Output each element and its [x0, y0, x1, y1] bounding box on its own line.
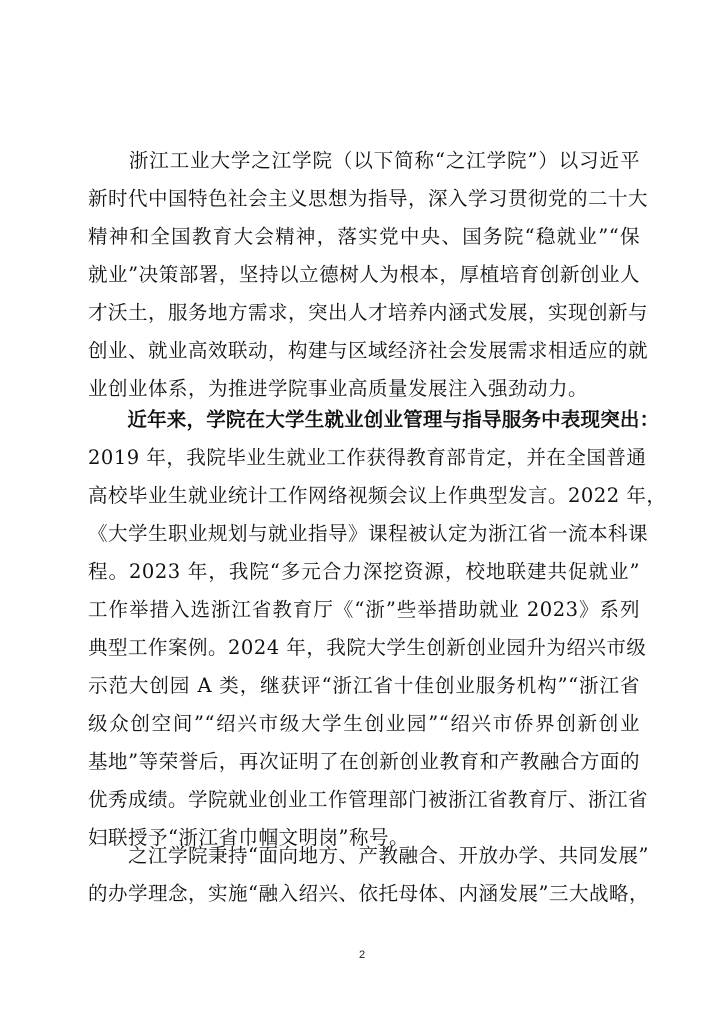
- paragraph-line: 高校毕业生就业统计工作网络视频会议上作典型发言。2022 年，: [88, 484, 667, 507]
- paragraph-line: 才沃土，服务地方需求，突出人才培养内涵式发展，实现创新与: [88, 301, 649, 324]
- paragraph-philosophy: [88, 837, 649, 913]
- paragraph-line: 基地”等荣誉后，再次证明了在创新创业教育和产教融合方面的: [88, 750, 640, 773]
- paragraph-line: 优秀成绩。学院就业创业工作管理部门被浙江省教育厅、浙江省: [88, 788, 649, 811]
- paragraph-line: 业创业体系，为推进学院事业高质量发展注入强劲动力。: [88, 377, 589, 400]
- paragraph-intro: [88, 142, 649, 408]
- paragraph-line: 程。2023 年，我院“多元合力深挖资源，校地联建共促就业”: [88, 560, 640, 583]
- paragraph-line: 2019 年，我院毕业生就业工作获得教育部肯定，并在全国普通: [88, 446, 647, 469]
- paragraph-line: 创业、就业高效联动，构建与区域经济社会发展需求相适应的就: [88, 339, 649, 362]
- paragraph-line: 妇联授予“浙江省巾帼文明岗”称号。: [88, 826, 409, 849]
- paragraph-line: 的办学理念，实施“融入绍兴、依托母体、内涵发展”三大战略，: [88, 882, 649, 905]
- paragraph-lead-sentence: 近年来，学院在大学生就业创业管理与指导服务中表现突出：: [88, 408, 660, 431]
- paragraph-line: 级众创空间”“绍兴市级大学生创业园”“绍兴市侨界创新创业: [88, 712, 640, 735]
- paragraph-line: 之江学院秉持“面向地方、产教融合、开放办学、共同发展”: [88, 844, 649, 867]
- paragraph-line: 精神和全国教育大会精神，落实党中央、国务院“稳就业”“保: [88, 225, 640, 248]
- paragraph-line: 《大学生职业规划与就业指导》课程被认定为浙江省一流本科课: [88, 522, 649, 545]
- page-number: 2: [358, 949, 366, 961]
- paragraph-line: 浙江工业大学之江学院（以下简称“之江学院”）以习近平: [88, 149, 640, 172]
- paragraph-line: 工作举措入选浙江省教育厅《“浙”些举措助就业 2023》系列: [88, 598, 640, 621]
- paragraph-line: 示范大创园 A 类，继获评“浙江省十佳创业服务机构”“浙江省: [88, 674, 640, 697]
- paragraph-line: 典型工作案例。2024 年，我院大学生创新创业园升为绍兴市级: [88, 636, 647, 659]
- paragraph-line: 新时代中国特色社会主义思想为指导，深入学习贯彻党的二十大: [88, 187, 649, 210]
- paragraph-achievements: [88, 401, 667, 857]
- paragraph-line: 就业”决策部署，坚持以立德树人为根本，厚植培育创新创业人: [88, 263, 640, 286]
